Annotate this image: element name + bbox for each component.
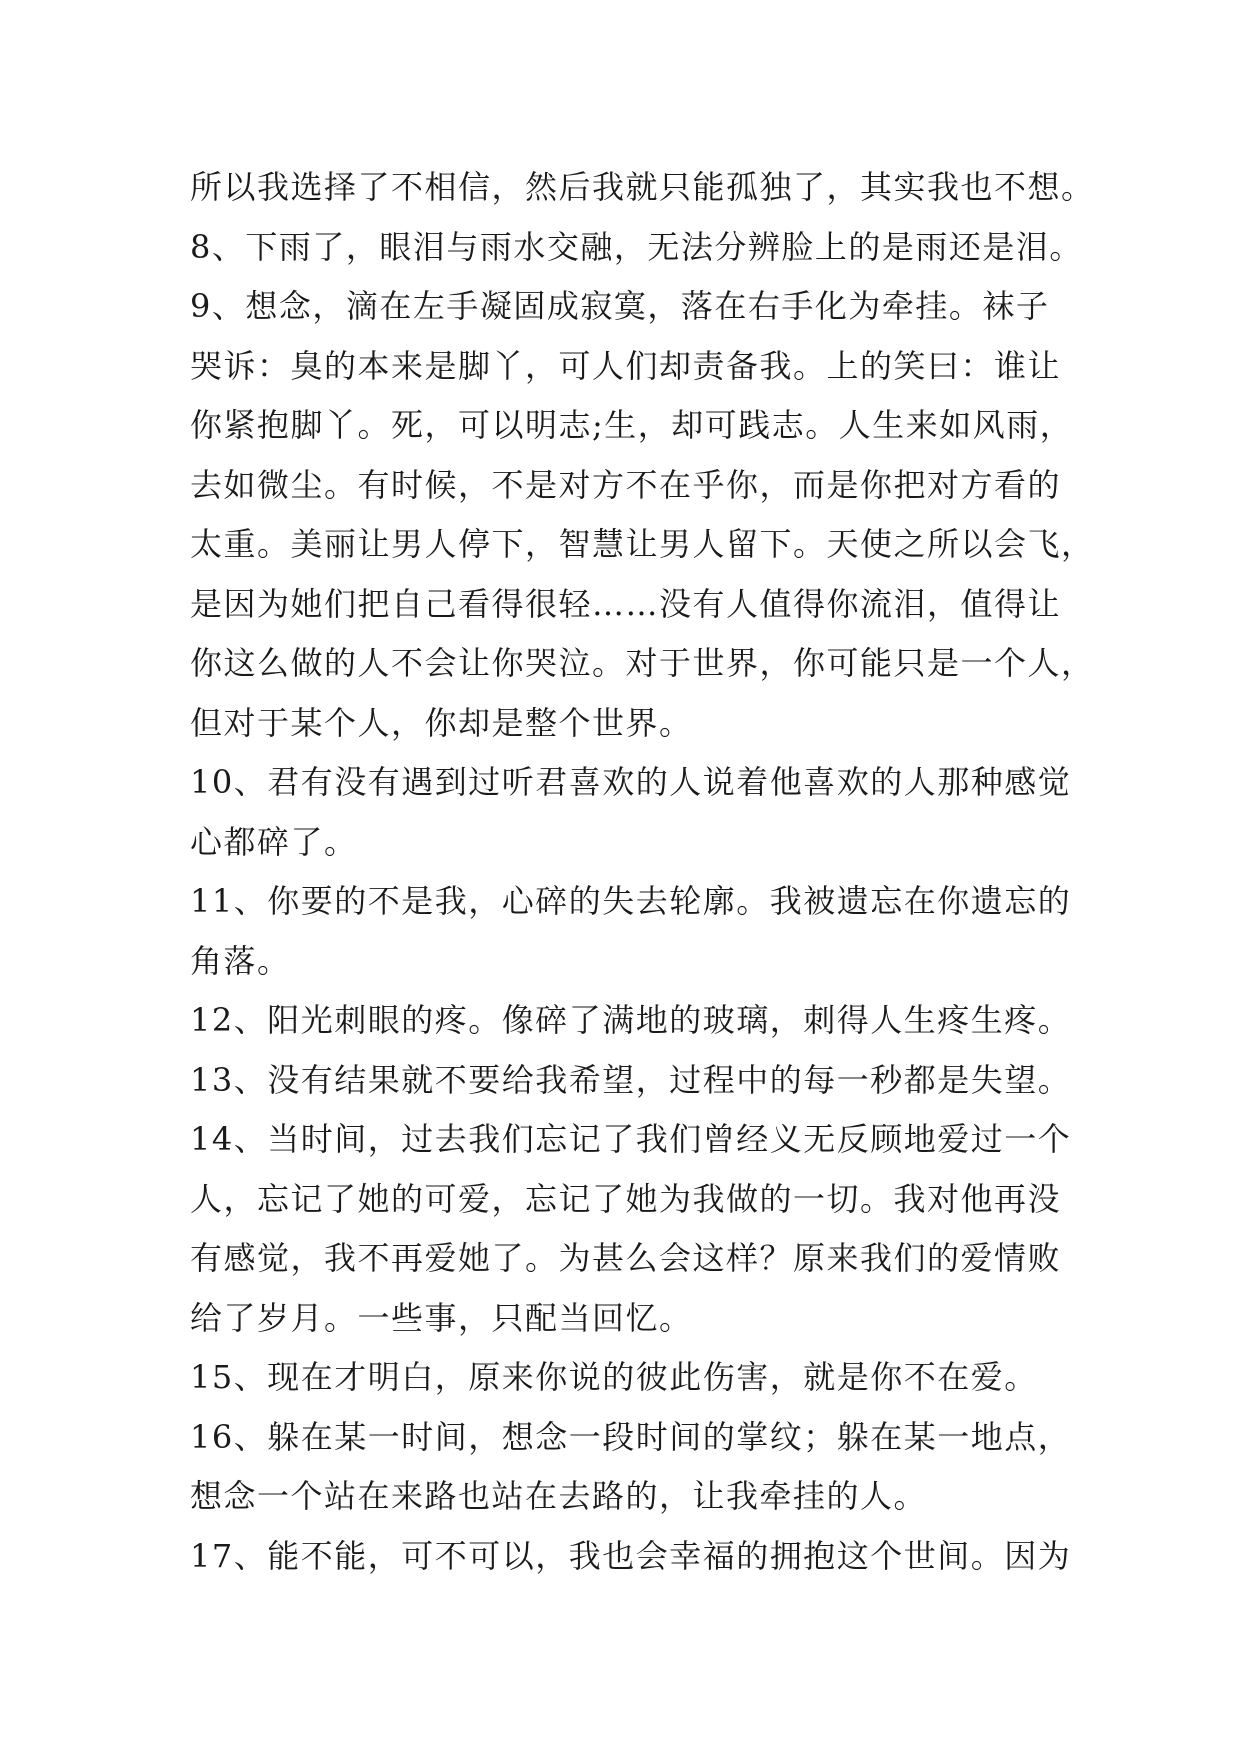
- text-line: 12、阳光刺眼的疼。像碎了满地的玻璃，刺得人生疼生疼。: [190, 1001, 1072, 1039]
- text-line: 人，忘记了她的可爱，忘记了她为我做的一切。我对他再没: [190, 1179, 1062, 1218]
- text-line: 但对于某个人，你却是整个世界。: [190, 703, 693, 742]
- text-line: 所以我选择了不相信，然后我就只能孤独了，其实我也不想。: [190, 168, 1095, 206]
- text-line: 哭诉：臭的本来是脚丫，可人们却责备我。上的笑曰：谁让: [190, 346, 1062, 385]
- text-line: 去如微尘。有时候，不是对方不在乎你，而是你把对方看的: [190, 465, 1062, 504]
- text-line: 16、躲在某一时间，想念一段时间的掌纹；躲在某一地点，: [190, 1417, 1072, 1456]
- text-line: 你这么做的人不会让你哭泣。对于世界，你可能只是一个人，: [190, 644, 1095, 682]
- text-line: 15、现在才明白，原来你说的彼此伤害，就是你不在爱。: [190, 1358, 1038, 1396]
- text-line: 角落。: [190, 941, 291, 980]
- text-line: 是因为她们把自己看得很轻……没有人值得你流泪，值得让: [190, 584, 1062, 623]
- text-line: 17、能不能，可不可以，我也会幸福的拥抱这个世间。因为: [190, 1536, 1072, 1575]
- text-line: 13、没有结果就不要给我希望，过程中的每一秒都是失望。: [190, 1060, 1072, 1099]
- text-line: 太重。美丽让男人停下，智慧让男人留下。天使之所以会飞，: [190, 525, 1095, 563]
- text-line: 9、想念，滴在左手凝固成寂寞，落在右手化为牵挂。袜子: [190, 287, 1050, 325]
- text-line: 心都碎了。: [190, 822, 358, 861]
- text-line: 想念一个站在来路也站在去路的，让我牵挂的人。: [190, 1477, 928, 1515]
- text-line: 有感觉，我不再爱她了。为甚么会这样？原来我们的爱情败: [190, 1239, 1062, 1277]
- text-line: 11、你要的不是我，心碎的失去轮廓。我被遗忘在你遗忘的: [190, 882, 1072, 920]
- text-line: 你紧抱脚丫。死，可以明志;生，却可践志。人生来如风雨，: [190, 406, 1074, 444]
- text-line: 14、当时间，过去我们忘记了我们曾经义无反顾地爱过一个: [190, 1120, 1072, 1158]
- text-line: 10、君有没有遇到过听君喜欢的人说着他喜欢的人那种感觉: [190, 763, 1072, 801]
- document-body: [190, 158, 1095, 1586]
- text-line: 8、下雨了，眼泪与雨水交融，无法分辨脸上的是雨还是泪。: [190, 227, 1083, 266]
- text-line: 给了岁月。一些事，只配当回忆。: [190, 1298, 693, 1337]
